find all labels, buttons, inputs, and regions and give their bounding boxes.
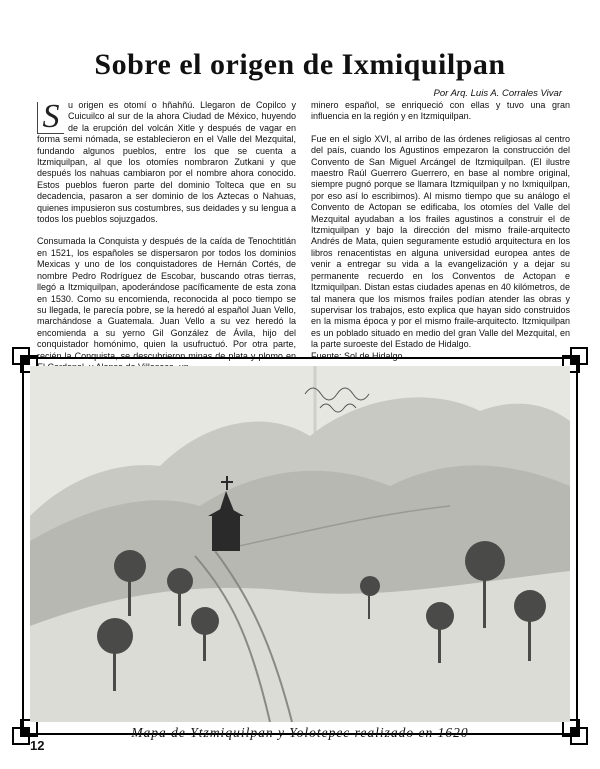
source-credit: Fuente: Sol de Hidalgo <box>311 350 403 361</box>
paragraph: Consumada la Conquista y después de la caída de Tenochtitlán en 1521, los españoles se dispersaron por todos los dominios Mexicas y uno de los conquistadores de Hernán Cortés, de nombre Pedro Rodríguez de Escobar, buscando otras tierras, llegó a Itzmiquilpan, apoderándose pacíficamente de esta zona en 1530. Como su encomienda, reconocida al poco tiempo se su llegada, le parecía pobre, se la heredó al español Juan Vello, marchándose a Guatemala. Juan Vello a su vez heredó la encomienda a su yerno Gil González de Ávila, hijo del conquistador homónimo, quien la usufructuó. Por otra parte, recién la Conquista, se descubrieron minas de plata y plomo en <box>37 236 296 361</box>
paragraph <box>37 100 296 225</box>
map-caption: Mapa de Ytzmiquilpan y Yolotepec realizado en 1620 <box>131 725 469 740</box>
historic-map-image <box>30 366 570 722</box>
paragraph: minero español, se enriqueció con ellas y tuvo una gran influencia en la región y en Itzmiquilpan. <box>311 100 570 122</box>
paragraph-text: u origen es otomí o hñahñú. Llegaron de Copilco y Cuicuilco al sur de la ahora Ciudad de México, huyendo de la erupción del volcán Xitle y después de vagar en forma semi nómada, se establecieron en el Valle del Mezquital, fundando algunos pueblos, entre los que se cuenta a Itzmiquilpan, al que los otomíes nombraron Zutkani y que después los nahuas cambiaron por el nombre ahora conocido. Estos pueblos fueron parte del dominio Tolteca que en su decadencia, pasaron a ser dominio de los Aztecas o Nahuas, quienes impusieron sus costumbres, sus deidades y su lengua a todos los pueblos sojuzgados. <box>37 100 296 225</box>
text-column-left <box>37 100 296 384</box>
article-title: Sobre el origen de Ixmiquilpan <box>94 48 506 81</box>
author-byline: Por Arq. Luis A. Corrales Vivar <box>433 88 562 99</box>
paragraph: Fue en el siglo XVI, al arribo de las órdenes religiosas al centro del país, cuando los Agustinos empezaron la construcción del Convento de San Miguel Arcángel de Itzmiquilpan. (El ilustre maestro Raúl Guerrero Guerrero, en base al nombre original, siempre pugnó porque se llamara Itzmiquilpan y no Ixmiquilpan, por eso así lo escribimos). Al mismo tiempo que su análogo el Convento de Actopan se edificaba, los otomíes del Valle del Mezquital ayudaban a los frailes agustinos a construir el de Itzmiquilpan y bajo la dirección del mismo fraile-arquitecto Andrés de Mata, quien seguramente estudió arquitectura en los libros renacentistas en alguna universidad europea antes de venir a entregar su vida a la evangelización y a dejar su permanente recuerdo en los Conventos de Actopan e Itzmiquilpan. Distan estas ciudades apenas en 40 kilómetros, de tal manera que los mismos frailes podían atender las obras y supervisar los trabajos, esto explica que hayan sido construidos en la misma época y por el mismo fraile-arquitecto. Itzmiquilpan es un poblado situado en medio del gran Valle del Mezquital, en la parte suroeste del Estado de Hidalgo. <box>311 133 570 350</box>
drop-cap: S <box>37 102 64 134</box>
text-column-right <box>311 100 570 362</box>
page-number: 12 <box>30 738 45 753</box>
